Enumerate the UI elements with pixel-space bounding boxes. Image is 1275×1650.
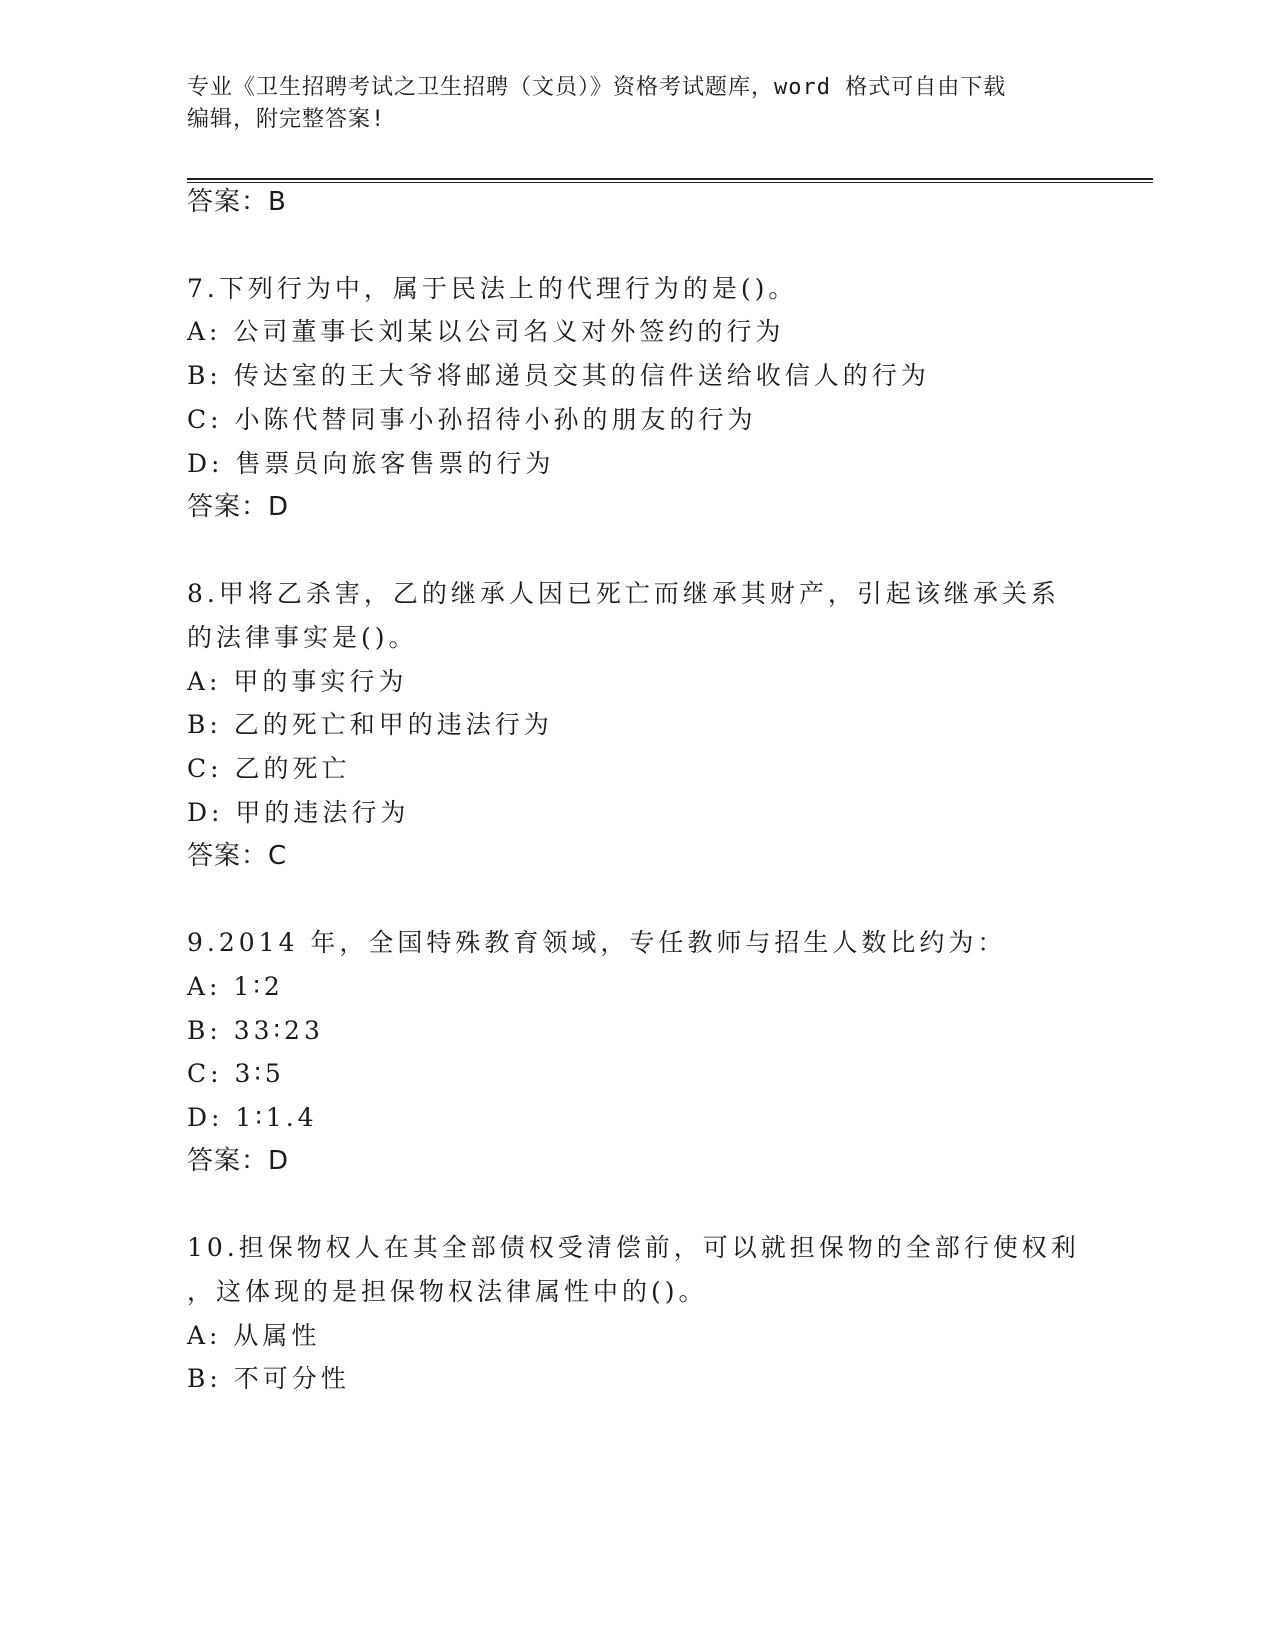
question-7-option-d: D: 售票员向旅客售票的行为 <box>187 449 555 478</box>
question-7-option-a: A: 公司董事长刘某以公司名义对外签约的行为 <box>187 317 785 346</box>
question-7-answer: 答案：D <box>187 492 290 522</box>
question-9-option-a: A: 1∶2 <box>187 972 284 1001</box>
question-8-option-d: D: 甲的违法行为 <box>187 798 410 827</box>
question-8-stem-line-1: 8.甲将乙杀害，乙的继承人因已死亡而继承其财产，引起该继承关系 <box>187 579 1060 608</box>
question-7-option-b: B: 传达室的王大爷将邮递员交其的信件送给收信人的行为 <box>187 361 930 390</box>
question-10-option-a: A: 从属性 <box>187 1321 321 1350</box>
question-8-answer: 答案：C <box>187 841 288 871</box>
question-9-answer: 答案：D <box>187 1146 290 1176</box>
question-9-option-b: B: 33∶23 <box>187 1016 324 1045</box>
previous-answer: 答案：B <box>187 187 287 217</box>
question-10-stem-line-1: 10.担保物权人在其全部债权受清偿前，可以就担保物的全部行使权利 <box>187 1233 1080 1262</box>
question-9-stem: 9.2014 年，全国特殊教育领域，专任教师与招生人数比约为： <box>187 928 1007 957</box>
question-8-option-a: A: 甲的事实行为 <box>187 667 408 696</box>
document-page <box>187 0 1157 1650</box>
header-line-2: 编辑，附完整答案! <box>187 107 386 132</box>
question-7-stem: 7.下列行为中，属于民法上的代理行为的是()。 <box>187 274 798 303</box>
question-8-option-b: B: 乙的死亡和甲的违法行为 <box>187 710 553 739</box>
question-7-option-c: C: 小陈代替同事小孙招待小孙的朋友的行为 <box>187 405 757 434</box>
question-10-stem-line-2: ，这体现的是担保物权法律属性中的()。 <box>187 1277 708 1306</box>
question-8-stem-line-2: 的法律事实是()。 <box>187 623 418 652</box>
question-10-option-b: B: 不可分性 <box>187 1364 350 1393</box>
header-divider <box>187 178 1153 183</box>
question-9-option-c: C: 3∶5 <box>187 1059 285 1088</box>
question-8-option-c: C: 乙的死亡 <box>187 754 351 783</box>
document-header <box>187 72 1087 136</box>
header-line-1: 专业《卫生招聘考试之卫生招聘（文员）》资格考试题库，word 格式可自由下载 <box>187 75 1007 100</box>
question-9-option-d: D: 1∶1.4 <box>187 1103 318 1132</box>
